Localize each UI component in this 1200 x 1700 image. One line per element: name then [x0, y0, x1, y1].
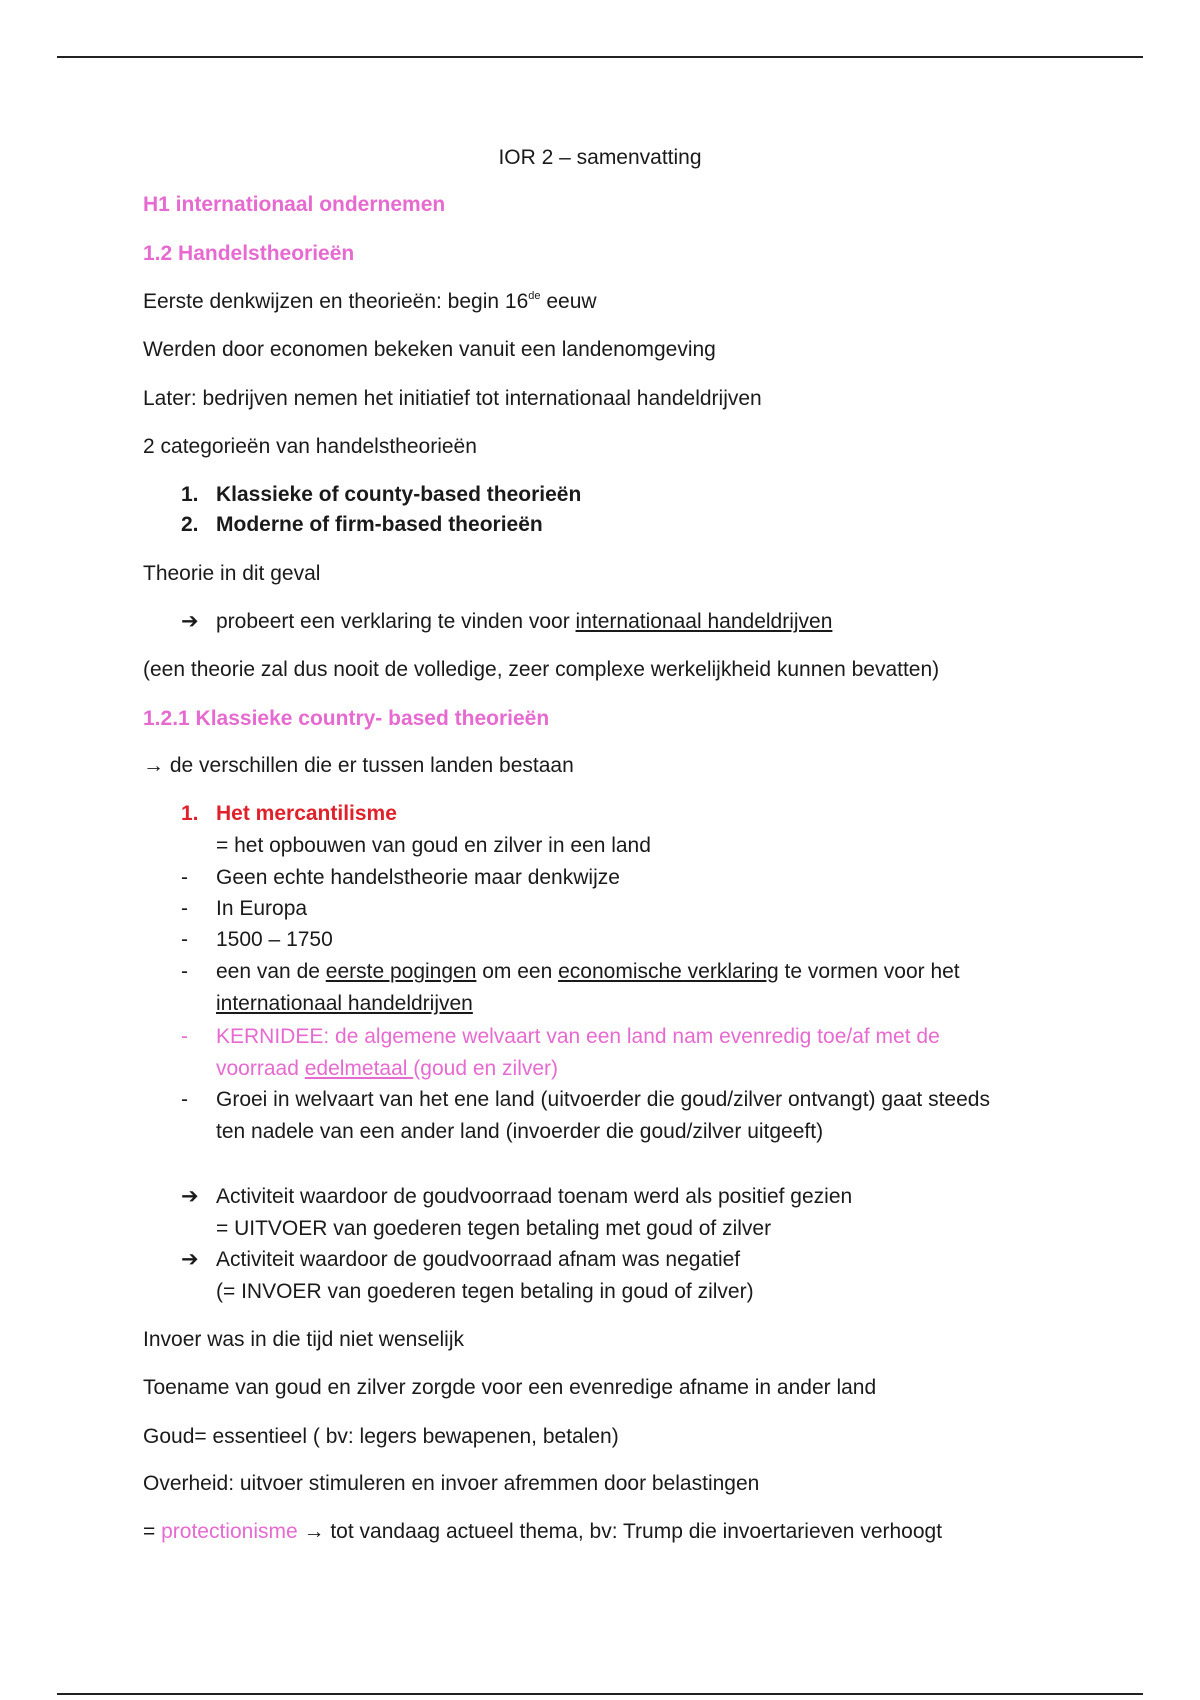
- heading-1-2: 1.2 Handelstheorieën: [143, 242, 355, 265]
- arrow-item-positief: Activiteit waardoor de goudvoorraad toenam werd als positief gezien: [216, 1185, 853, 1208]
- bullet-dash: -: [181, 897, 188, 920]
- paragraph-protectionisme: = protectionisme → tot vandaag actueel thema, bv: Trump die invoertarieven verhoogt: [143, 1520, 943, 1543]
- arrow-item-invoer: (= INVOER van goederen tegen betaling in goud of zilver): [216, 1280, 754, 1303]
- bullet-europa: In Europa: [216, 897, 308, 920]
- paragraph-overheid: Overheid: uitvoer stimuleren en invoer afremmen door belastingen: [143, 1472, 760, 1495]
- arrow-item-negatief: Activiteit waardoor de goudvoorraad afnam was negatief: [216, 1248, 741, 1271]
- bullet-groei-welvaart: Groei in welvaart van het ene land (uitvoerder die goud/zilver ontvangt) gaat steeds: [216, 1088, 990, 1111]
- paragraph-begin-16de-eeuw: Eerste denkwijzen en theorieën: begin 16de eeuw: [143, 290, 597, 313]
- arrow-item-uitvoer: = UITVOER van goederen tegen betaling met goud of zilver: [216, 1217, 772, 1240]
- list-item-klassieke: Klassieke of county-based theorieën: [216, 483, 582, 506]
- footer-rule: [57, 1693, 1143, 1695]
- bullet-periode: 1500 – 1750: [216, 928, 333, 951]
- header-rule: [57, 56, 1143, 58]
- bullet-denkwijze: Geen echte handelstheorie maar denkwijze: [216, 866, 620, 889]
- bullet-kernidee-cont: voorraad edelmetaal (goud en zilver): [216, 1057, 559, 1080]
- bullet-dash: -: [181, 1088, 188, 1111]
- bullet-groei-welvaart-cont: ten nadele van een ander land (invoerder die goud/zilver uitgeeft): [216, 1120, 824, 1143]
- paragraph-complexe-werkelijkheid: (een theorie zal dus nooit de volledige, zeer complexe werkelijkheid kunnen bevatten): [143, 658, 940, 681]
- list-number: 2.: [181, 513, 199, 536]
- document-title: IOR 2 – samenvatting: [498, 146, 702, 169]
- paragraph-toename-goud: Toename van goud en zilver zorgde voor een evenredige afname in ander land: [143, 1376, 877, 1399]
- heading-1-2-1: 1.2.1 Klassieke country- based theorieën: [143, 707, 550, 730]
- list-number: 1.: [181, 483, 199, 506]
- paragraph-goud-essentieel: Goud= essentieel ( bv: legers bewapenen, betalen): [143, 1425, 619, 1448]
- bullet-kernidee: KERNIDEE: de algemene welvaart van een land nam evenredig toe/af met de: [216, 1025, 940, 1048]
- paragraph-landenomgeving: Werden door economen bekeken vanuit een landenomgeving: [143, 338, 716, 361]
- arrow-right-icon: ➔: [181, 1185, 199, 1208]
- bullet-dash: -: [181, 928, 188, 951]
- bullet-dash: -: [181, 1025, 188, 1048]
- mercantilisme-definition: = het opbouwen van goud en zilver in een land: [216, 834, 651, 857]
- list-item-moderne: Moderne of firm-based theorieën: [216, 513, 543, 536]
- bullet-dash: -: [181, 866, 188, 889]
- paragraph-categorieen: 2 categorieën van handelstheorieën: [143, 435, 477, 458]
- arrow-right-icon: ➔: [181, 1248, 199, 1271]
- heading-mercantilisme: Het mercantilisme: [216, 802, 397, 825]
- heading-h1: H1 internationaal ondernemen: [143, 193, 446, 216]
- paragraph-verschillen-landen: → de verschillen die er tussen landen bestaan: [143, 754, 574, 777]
- paragraph-bedrijven-initiatief: Later: bedrijven nemen het initiatief tot internationaal handeldrijven: [143, 387, 762, 410]
- arrow-right-icon: →: [303, 1520, 325, 1543]
- arrow-right-icon: →: [143, 754, 164, 777]
- bullet-eerste-pogingen: een van de eerste pogingen om een economische verklaring te vormen voor het: [216, 960, 960, 983]
- paragraph-verklaring: probeert een verklaring te vinden voor internationaal handeldrijven: [216, 610, 833, 633]
- paragraph-theorie-geval: Theorie in dit geval: [143, 562, 321, 585]
- arrow-right-icon: ➔: [181, 610, 199, 633]
- paragraph-invoer-niet-wenselijk: Invoer was in die tijd niet wenselijk: [143, 1328, 464, 1351]
- bullet-dash: -: [181, 960, 188, 983]
- list-number: 1.: [181, 802, 199, 825]
- bullet-eerste-pogingen-cont: internationaal handeldrijven: [216, 992, 473, 1015]
